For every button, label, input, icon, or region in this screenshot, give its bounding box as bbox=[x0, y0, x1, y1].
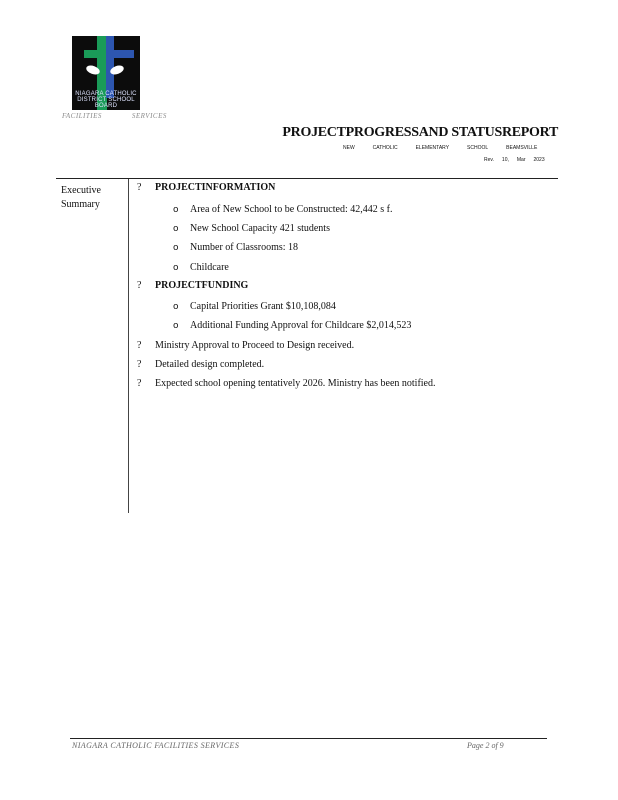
facilities-services-subtitle bbox=[62, 112, 197, 120]
list-item: Childcare bbox=[190, 262, 229, 273]
bullet-marker: ? bbox=[137, 378, 142, 389]
logo-text: NIAGARA CATHOLIC DISTRICT SCHOOL BOARD bbox=[75, 91, 137, 109]
facilities-word: FACILITIES bbox=[62, 112, 102, 120]
report-title: PROJECTPROGRESSAND STATUSREPORT bbox=[282, 125, 558, 140]
bullet-marker: ? bbox=[137, 359, 142, 370]
services-word: SERVICES bbox=[131, 112, 167, 120]
meta-location: BEAMSVILLE bbox=[506, 145, 538, 151]
list-item: Expected school opening tentatively 2026. Ministry has been notified. bbox=[155, 378, 436, 389]
meta-school: SCHOOL bbox=[467, 145, 489, 151]
project-information-heading: PROJECTINFORMATION bbox=[155, 182, 276, 193]
revision-line bbox=[484, 157, 553, 163]
sub-bullet: o bbox=[173, 224, 179, 234]
list-item: Detailed design completed. bbox=[155, 359, 265, 370]
sub-bullet: o bbox=[173, 321, 179, 331]
meta-rev: Rev. bbox=[484, 157, 494, 163]
list-item: Area of New School to be Constructed: 42,442 s f. bbox=[190, 204, 393, 215]
project-funding-heading: PROJECTFUNDING bbox=[155, 280, 249, 291]
section-label: Executive Summary bbox=[61, 185, 101, 210]
bullet-marker: ? bbox=[137, 340, 142, 351]
list-item: Number of Classrooms: 18 bbox=[190, 242, 299, 253]
list-item: Additional Funding Approval for Childcare $2,014,523 bbox=[190, 320, 412, 331]
footer-organization: NIAGARA CATHOLIC FACILITIES SERVICES bbox=[72, 741, 240, 750]
meta-day: 10, bbox=[501, 157, 509, 163]
sub-bullet: o bbox=[173, 205, 179, 215]
meta-elementary: ELEMENTARY bbox=[415, 145, 450, 151]
page-number: Page 2 of 9 bbox=[467, 741, 504, 750]
meta-catholic: CATHOLIC bbox=[372, 145, 398, 151]
column-divider bbox=[128, 179, 129, 513]
header-divider bbox=[56, 178, 558, 179]
project-meta-line bbox=[343, 145, 555, 151]
niagara-catholic-logo bbox=[72, 36, 140, 110]
meta-new: NEW bbox=[343, 145, 355, 151]
sub-bullet: o bbox=[173, 263, 179, 273]
sub-bullet: o bbox=[173, 302, 179, 312]
list-item: Ministry Approval to Proceed to Design received. bbox=[155, 340, 355, 351]
meta-month: Mar bbox=[516, 157, 526, 163]
list-item: New School Capacity 421 students bbox=[190, 223, 330, 234]
bullet-marker: ? bbox=[137, 182, 142, 193]
sub-bullet: o bbox=[173, 243, 179, 253]
bullet-marker: ? bbox=[137, 280, 142, 291]
footer-divider bbox=[70, 738, 547, 739]
list-item: Capital Priorities Grant $10,108,084 bbox=[190, 301, 336, 312]
meta-year: 2023 bbox=[533, 157, 545, 163]
